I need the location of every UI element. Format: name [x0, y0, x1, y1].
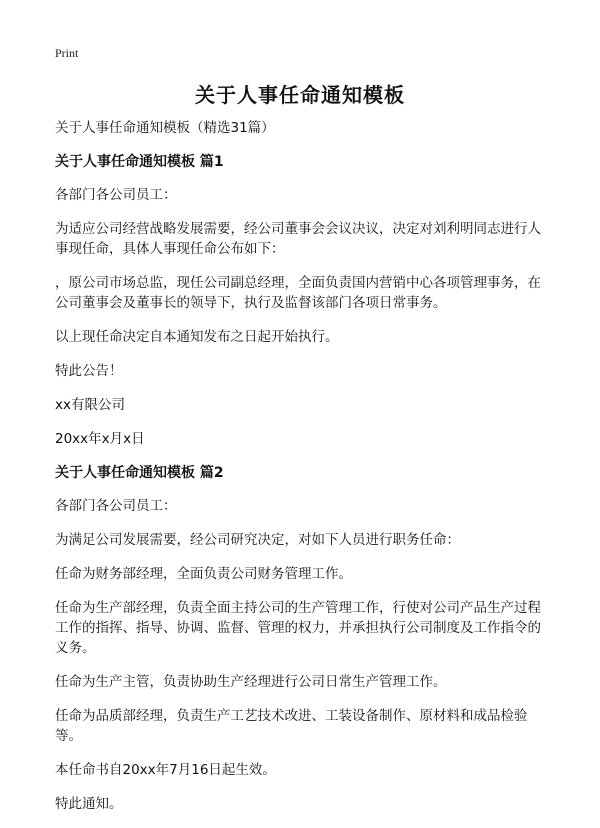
paragraph: xx有限公司: [55, 397, 125, 413]
paragraph: 20xx年x月x日: [55, 431, 145, 447]
paragraph: 特此公告！: [55, 363, 123, 379]
paragraph: 为满足公司发展需要，经公司研究决定，对如下人员进行职务任命：: [55, 532, 460, 548]
section-heading-1: 关于人事任命通知模板 篇1: [55, 154, 224, 170]
section-heading-2: 关于人事任命通知模板 篇2: [55, 465, 224, 481]
paragraph: 本任命书自20xx年7月16日起生效。: [55, 762, 276, 778]
paragraph: 特此通知。: [55, 796, 123, 812]
print-link[interactable]: Print: [55, 46, 79, 60]
paragraph: ，原公司市场总监，现任公司副总经理，全面负责国内营销中心各项管理事务，在公司董事会及董事长的领导下，执行及监督该部门各项日常事务。: [55, 275, 541, 311]
paragraph: 以上现任命决定自本通知发布之日起开始执行。: [55, 329, 339, 345]
paragraph: 各部门各公司员工：: [55, 498, 177, 514]
paragraph: 任命为品质部经理，负责生产工艺技术改进、工装设备制作、原材料和成品检验等。: [55, 708, 528, 744]
paragraph: 为适应公司经营战略发展需要，经公司董事会会议决议，决定对刘利明同志进行人事现任命，具体人事现任命公布如下：: [55, 221, 541, 257]
page-title: 关于人事任命通知模板: [195, 83, 405, 107]
document-body: [55, 118, 550, 828]
paragraph: 任命为生产部经理，负责全面主持公司的生产管理工作，行使对公司产品生产过程工作的指挥、指导、协调、监督、管理的权力，并承担执行公司制度及工作指令的义务。: [55, 600, 541, 656]
intro-text: 关于人事任命通知模板（精选31篇）: [55, 120, 275, 136]
paragraph: 任命为生产主管，负责协助生产经理进行公司日常生产管理工作。: [55, 674, 447, 690]
paragraph: 各部门各公司员工：: [55, 187, 177, 203]
paragraph: 任命为财务部经理，全面负责公司财务管理工作。: [55, 566, 352, 582]
